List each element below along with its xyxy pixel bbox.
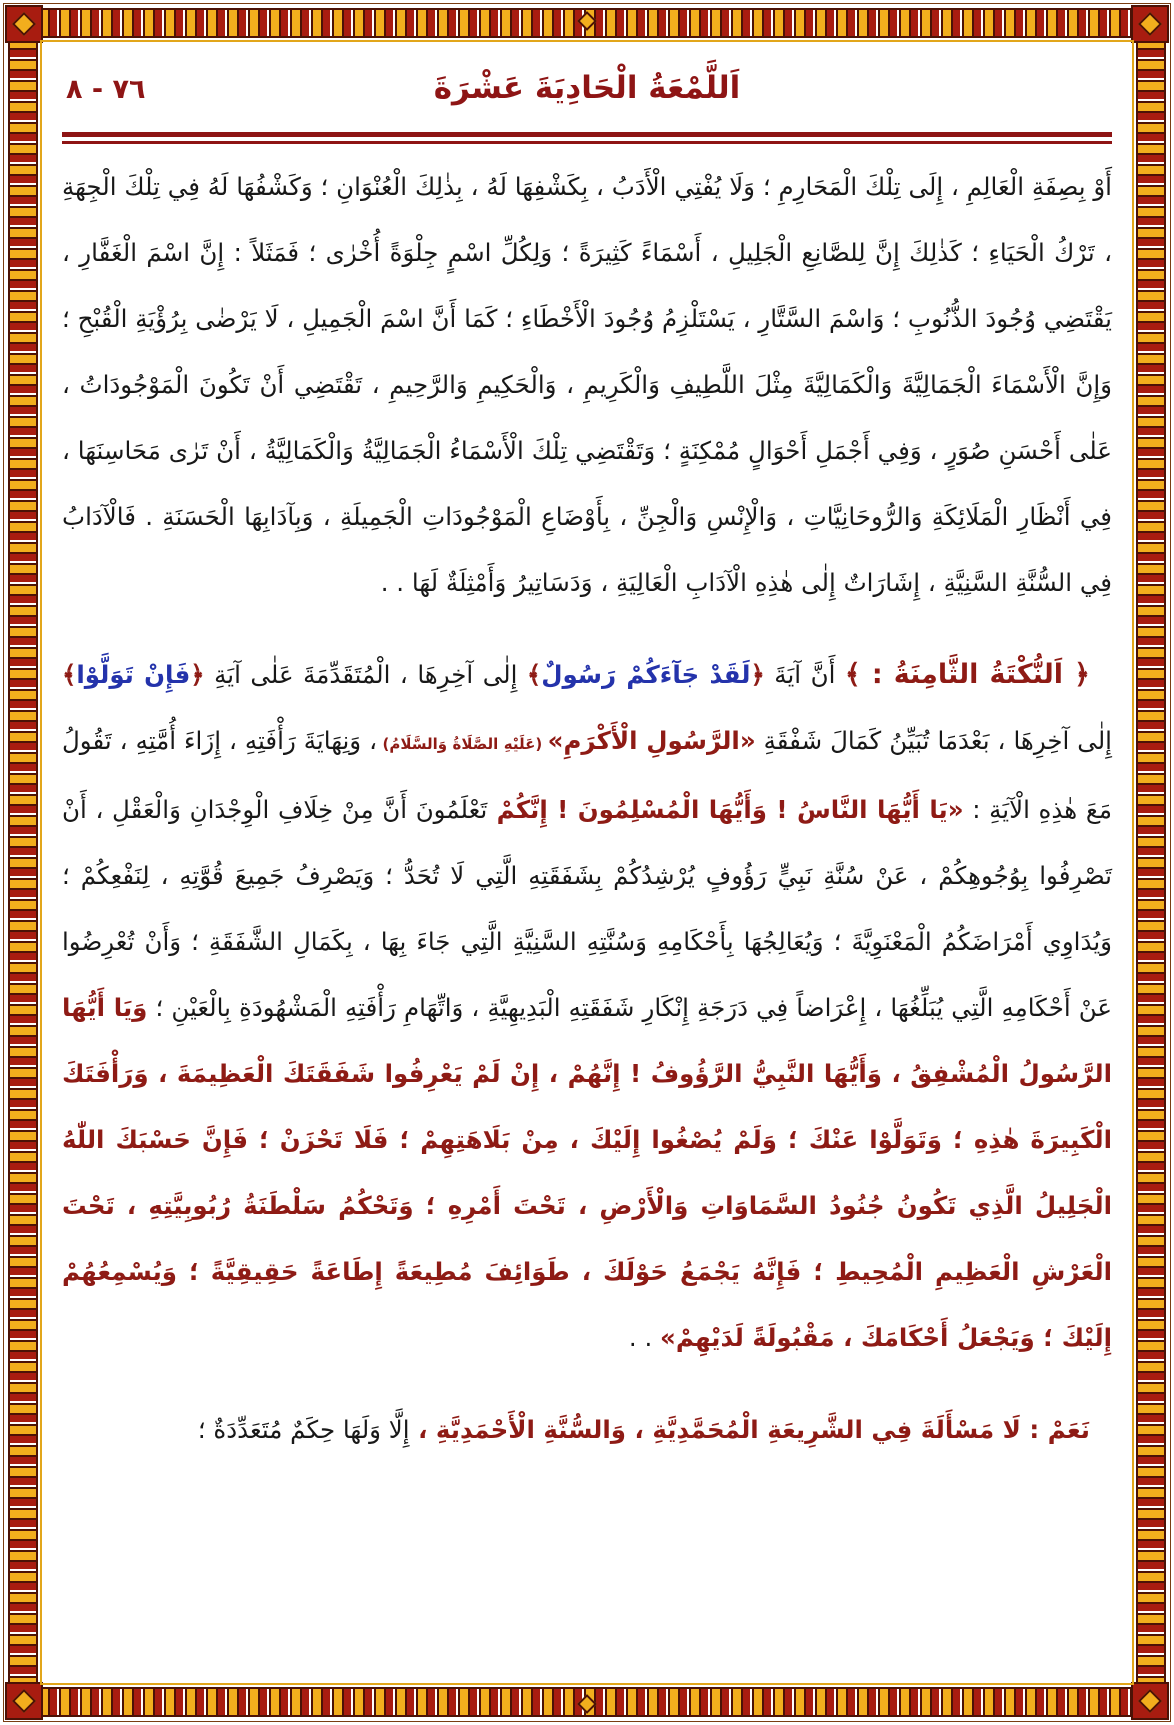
text-run: تَعْلَمُونَ أَنَّ مِنْ خِلَافِ الْوِجْدَانِ وَالْعَقْلِ ، أَنْ تَصْرِفُوا بِوُجُوهِكُمْ ، عَنْ سُنَّةِ نَبِيٍّ رَؤُوفٍ يُرْشِدُكُمْ بِشَفَقَتِهِ الَّتِي لَا تُحَدُّ ؛ وَيَصْرِفُ جَمِيعَ قُوَّتِهِ ، لِنَفْعِكُمْ ؛ وَيُدَاوِي أَمْرَاضَكُمُ الْمَعْنَوِيَّةَ ؛ وَيُعَالِجُهَا بِأَحْكَامِهِ وَسُنَّتِهِ السَّنِيَّةِ الَّتِي جَاءَ بِهَا ، بِكَمَالِ الشَّفَقَةِ ؛ وَأَنْ تُعْرِضُوا عَنْ أَحْكَامِهِ الَّتِي يُبَلِّغُهَا ، إِعْرَاضاً فِي دَرَجَةِ إِنْكَارِ شَفَقَتِهِ الْبَدِيهِيَّةِ ، وَاتِّهَامِ رَأْفَتِهِ الْمَشْهُودَةِ بِالْعَيْنِ ؛ [62,795,1112,1022]
quran-bracket-close: ﴾ [526,660,542,689]
emphasis-run: «الرَّسُولِ الْأَكْرَمِ» [547,726,756,755]
text-run: إِلٰى آخِرِهَا ، الْمُتَقَدِّمَةَ عَلٰى آيَةِ [204,660,527,689]
frame-band-left [8,38,38,1687]
page-number: ٧٦ - ٨ [66,74,146,105]
page-header [62,60,1112,126]
body-paragraph-1 [62,154,1112,616]
honorific-seal: (عَلَيْهِ الصَّلَاةُ وَالسَّلَامُ) [377,735,548,753]
emphasis-run: وَيَا أَيُّهَا الرَّسُولُ الْمُشْفِقُ ، وَأَيُّهَا النَّبِيُّ الرَّؤُوفُ ! إِنَّهُمْ ، إِنْ لَمْ يَعْرِفُوا شَفَقَتَكَ الْعَظِيمَةَ ، وَرَأْفَتَكَ الْكَبِيرَةَ هٰذِهِ ؛ وَتَوَلَّوْا عَنْكَ ؛ وَلَمْ يُصْغُوا إِلَيْكَ ، مِنْ بَلَاهَتِهِمْ ؛ فَلَا تَحْزَنْ ؛ فَإِنَّ حَسْبَكَ اللّٰهُ الْجَلِيلُ الَّذِي تَكُونُ جُنُودُ السَّمَاوَاتِ وَالْأَرْضِ ، تَحْتَ أَمْرِهِ ؛ وَتَحْكُمُ سَلْطَنَةُ رُبُوبِيَّتِهِ ، تَحْتَ الْعَرْشِ الْعَظِيمِ الْمُحِيطِ ؛ فَإِنَّهُ يَجْمَعُ حَوْلَكَ ، طَوَائِفَ مُطِيعَةً إِطَاعَةً حَقِيقِيَّةً ؛ وَيُسْمِعُهُمْ إِلَيْكَ ؛ وَيَجْعَلُ أَحْكَامَكَ ، مَقْبُولَةً لَدَيْهِمْ» [62,993,1112,1352]
text-run: إِلَّا وَلَهَا حِكَمٌ مُتَعَدِّدَةٌ ؛ [197,1415,410,1444]
header-divider-rule [62,132,1112,144]
emphasis-run: نَعَمْ : لَا مَسْأَلَةَ فِي الشَّرِيعَةِ الْمُحَمَّدِيَّةِ ، وَالسُّنَّةِ الْأَحْمَدِيَّةِ ، [409,1415,1090,1444]
text-run: إِلٰى آخِرِهَا ، بَعْدَمَا تُبَيِّنُ كَمَالَ شَفْقَةِ [755,726,1112,755]
body-paragraph-3 [62,1397,1112,1463]
text-run: ، وَنِهَايَةَ رَأْفَتِهِ ، إِزَاءَ أُمَّتِهِ ، تَقُولُ مَعَ هٰذِهِ الْآيَةِ : [62,726,1113,824]
body-text [62,154,1112,1463]
quran-bracket-open: ﴿ [190,660,205,689]
body-paragraph-2 [62,642,1112,1371]
text-run: أَوْ بِصِفَةِ الْعَالِمِ ، إِلَى تِلْكَ الْمَحَارِمِ ؛ وَلَا يُفْتِي الْأَدَبُ ، بِكَشْفِهَا لَهُ ، بِذٰلِكَ الْعُنْوَانِ ؛ وَكَشْفُهَا لَهُ فِي تِلْكَ الْجِهَةِ ، تَرْكُ الْحَيَاءِ ؛ كَذٰلِكَ إِنَّ لِلصَّانِعِ الْجَلِيلِ ، أَسْمَاءً كَثِيرَةً ؛ وَلِكُلِّ اسْمٍ جِلْوَةً أُخْرٰى ؛ فَمَثَلاً : إِنَّ اسْمَ الْغَفَّارِ ، يَقْتَضِي وُجُودَ الذُّنُوبِ ؛ وَاسْمَ السَّتَّارِ ، يَسْتَلْزِمُ وُجُودَ الْأَخْطَاءِ ؛ كَمَا أَنَّ اسْمَ الْجَمِيلِ ، لَا يَرْضٰى بِرُؤْيَةِ الْقُبْحِ ؛ وَإِنَّ الْأَسْمَاءَ الْجَمَالِيَّةَ وَالْكَمَالِيَّةَ مِثْلَ اللَّطِيفِ وَالْكَرِيمِ ، وَالْحَكِيمِ وَالرَّحِيمِ ، تَقْتَضِي أَنْ تَكُونَ الْمَوْجُودَاتُ ، عَلٰى أَحْسَنِ صُوَرٍ ، وَفِي أَجْمَلِ أَحْوَالٍ مُمْكِنَةٍ ؛ وَتَقْتَضِي تِلْكَ الْأَسْمَاءُ الْجَمَالِيَّةُ وَالْكَمَالِيَّةُ ، أَنْ تَرٰى مَحَاسِنَهَا ، فِي أَنْظَارِ الْمَلَائِكَةِ وَالرُّوحَانِيَّاتِ ، وَالْإِنْسِ وَالْجِنِّ ، بِأَوْضَاعِ الْمَوْجُودَاتِ الْجَمِيلَةِ ، وَبِآدَابِهَا الْحَسَنَةِ . فَالْآدَابُ فِي السُّنَّةِ السَّنِيَّةِ ، إِشَارَاتٌ إِلٰى هٰذِهِ الْآدَابِ الْعَالِيَةِ ، وَدَسَاتِيرُ وَأَمْثِلَةٌ لَهَا . . [62,172,1112,597]
quran-bracket-close: ﴾ [62,660,77,689]
frame-corner-rosette [5,5,43,43]
frame-corner-rosette [1131,1682,1169,1720]
emphasis-run: «يَا أَيُّهَا النَّاسُ ! وَأَيُّهَا الْمُسْلِمُونَ ! إِنَّكُمْ [487,795,964,824]
frame-corner-rosette [5,1682,43,1720]
quran-quote: لَقَدْ جَآءَكُمْ رَسُولٌ [541,660,751,689]
text-run: . . [628,1323,661,1352]
section-heading-nukta: ﴿ اَلنُّكْتَةُ الثَّامِنَةُ : ﴾ [844,659,1090,690]
text-run: أَنَّ آيَةَ [764,660,845,689]
quran-quote: فَإِنْ تَوَلَّوْا [76,660,191,689]
frame-corner-rosette [1131,5,1169,43]
page-content [62,46,1112,1681]
page-title: اَللَّمْعَةُ الْحَادِيَةَ عَشْرَةَ [433,70,741,106]
quran-bracket-open: ﴿ [750,660,765,689]
frame-band-right [1136,38,1166,1687]
